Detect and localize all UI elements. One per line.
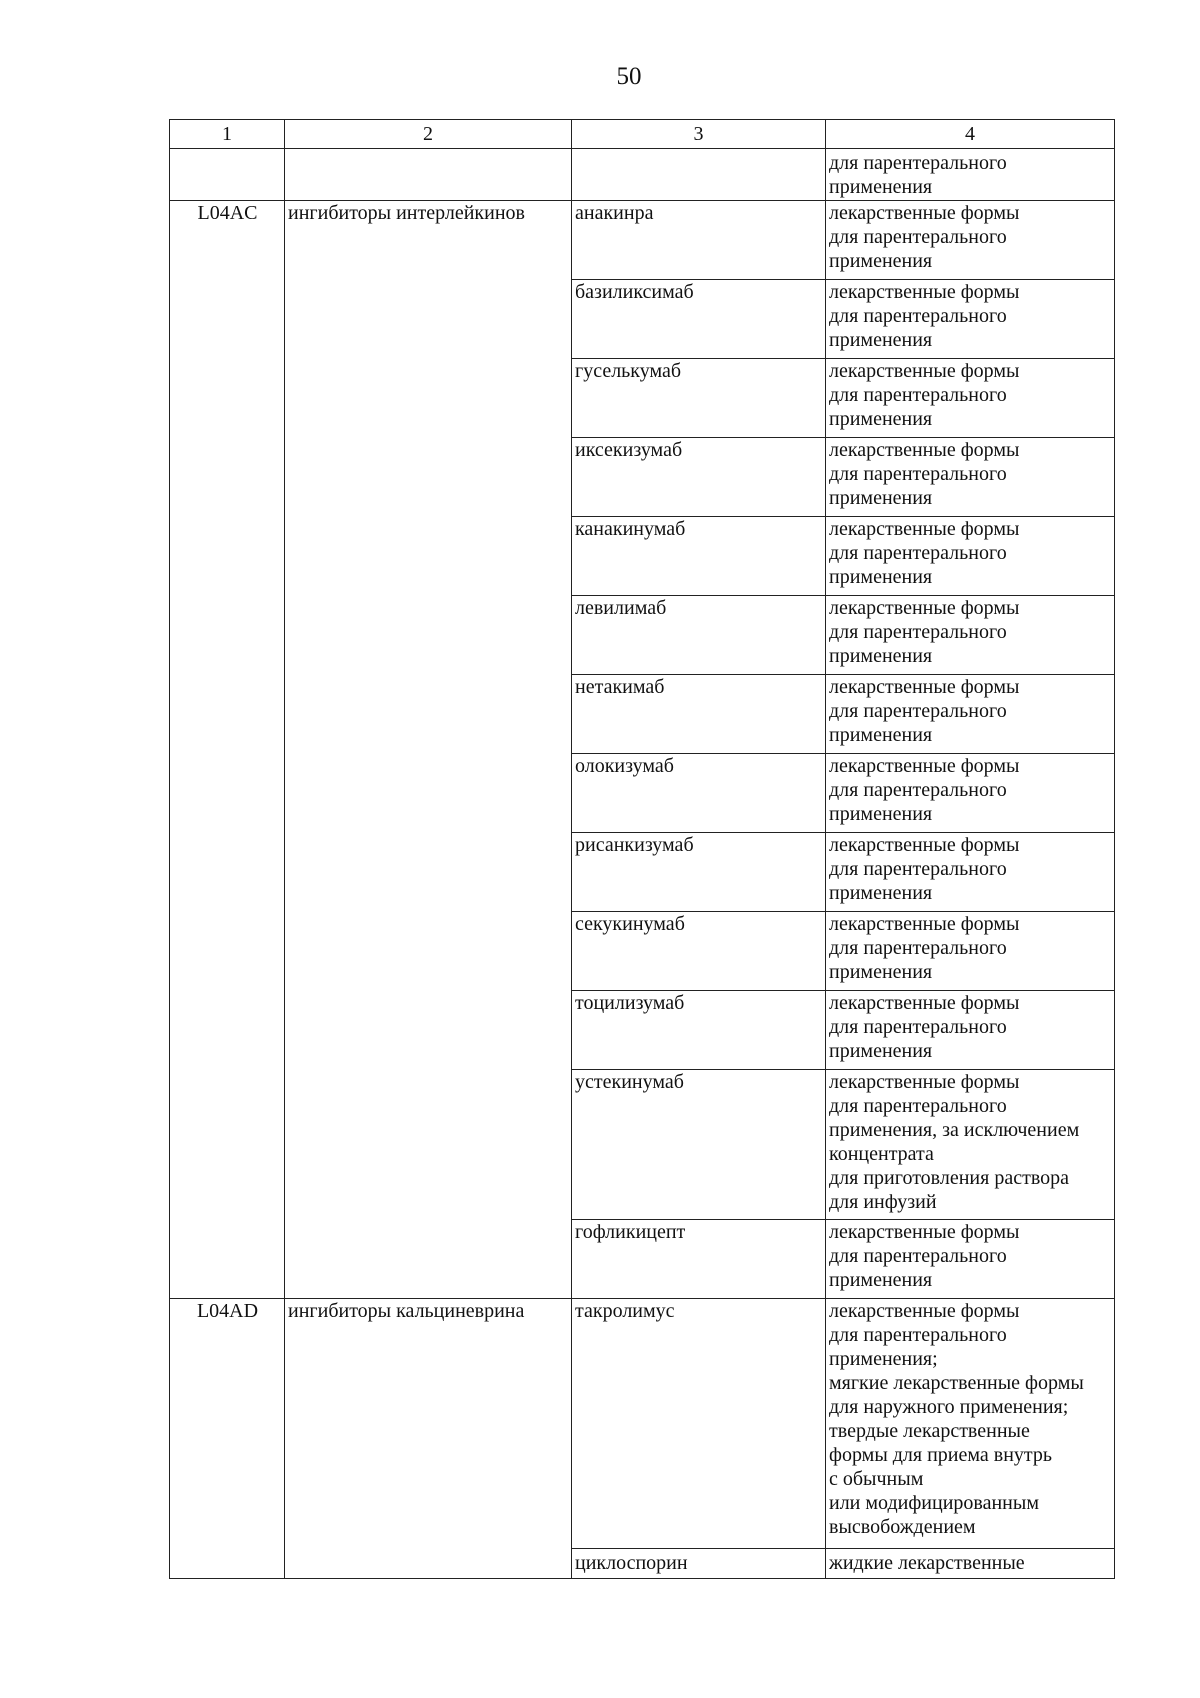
header-row: [170, 120, 1115, 149]
dosage-form-text: лекарственные формы для парентерального применения: [829, 597, 1020, 667]
dosage-form-text: лекарственные формы для парентерального применения, за исключением концентрата для приготовления раствора для инфузий: [829, 1071, 1080, 1213]
dosage-form-cell: [826, 1549, 1115, 1579]
column-header-3: 3: [572, 120, 826, 149]
drug-name-cell: циклоспорин: [572, 1549, 826, 1579]
drug-name-cell: такролимус: [572, 1299, 826, 1549]
dosage-form-text: лекарственные формы для парентерального применения: [829, 992, 1020, 1062]
dosage-form-cell: [826, 991, 1115, 1070]
drug-name-cell: иксекизумаб: [572, 438, 826, 517]
column-header-2: 2: [285, 120, 572, 149]
drug-name-cell: рисанкизумаб: [572, 833, 826, 912]
dosage-form-text: лекарственные формы для парентерального применения: [829, 913, 1020, 983]
atc-code-cell: L04AC: [170, 201, 285, 1299]
drug-name-cell: анакинра: [572, 201, 826, 280]
drug-name-cell: секукинумаб: [572, 912, 826, 991]
dosage-form-cell: [826, 1299, 1115, 1549]
dosage-form-text: лекарственные формы для парентерального применения: [829, 676, 1020, 746]
dosage-form-cell: [826, 912, 1115, 991]
drug-name-cell: базиликсимаб: [572, 280, 826, 359]
dosage-form-text: лекарственные формы для парентерального применения: [829, 1221, 1020, 1291]
dosage-form-cell: [826, 754, 1115, 833]
drug-name-cell: нетакимаб: [572, 675, 826, 754]
atc-code-cell: L04AD: [170, 1299, 285, 1579]
dosage-form-text: лекарственные формы для парентерального применения; мягкие лекарственные формы для наружного применения; твердые лекарственные формы для приема внутрь с обычным или модифицированным высвобождением: [829, 1300, 1084, 1538]
drug-table: [169, 119, 1115, 1579]
dosage-form-cell: [826, 1220, 1115, 1299]
drug-name-cell: левилимаб: [572, 596, 826, 675]
dosage-form-cell: [826, 596, 1115, 675]
table-row: [170, 201, 1115, 280]
table-row: [170, 1299, 1115, 1549]
drug-name-cell: гуселькумаб: [572, 359, 826, 438]
drug-name-cell: канакинумаб: [572, 517, 826, 596]
dosage-form-text: лекарственные формы для парентерального применения: [829, 202, 1020, 272]
column-header-4: 4: [826, 120, 1115, 149]
dosage-form-text: лекарственные формы для парентерального применения: [829, 281, 1020, 351]
dosage-form-cell: [826, 517, 1115, 596]
dosage-form-cell: [826, 833, 1115, 912]
drug-name-cell: тоцилизумаб: [572, 991, 826, 1070]
empty-cell: [170, 149, 285, 201]
page-number: 50: [616, 63, 642, 90]
dosage-form-cell: [826, 438, 1115, 517]
dosage-form-text: лекарственные формы для парентерального применения: [829, 834, 1020, 904]
dosage-form-text: лекарственные формы для парентерального применения: [829, 360, 1020, 430]
dosage-form-cell: [826, 359, 1115, 438]
empty-cell: [285, 149, 572, 201]
dosage-form-cell: [826, 675, 1115, 754]
dosage-form-cell: [826, 280, 1115, 359]
dosage-form-text: для парентерального применения: [829, 152, 1007, 198]
continuation-row: [170, 149, 1115, 201]
drug-name-cell: гофликицепт: [572, 1220, 826, 1299]
empty-cell: [572, 149, 826, 201]
dosage-form-text: лекарственные формы для парентерального применения: [829, 518, 1020, 588]
dosage-form-cell: [826, 1070, 1115, 1220]
dosage-form-text: лекарственные формы для парентерального применения: [829, 439, 1020, 509]
dosage-form-text: жидкие лекарственные: [829, 1552, 1025, 1574]
column-header-1: 1: [170, 120, 285, 149]
group-name-cell: ингибиторы кальциневрина: [285, 1299, 572, 1579]
dosage-form-cell: [826, 201, 1115, 280]
dosage-form-text: лекарственные формы для парентерального применения: [829, 755, 1020, 825]
dosage-form-cell: [826, 149, 1115, 201]
drug-name-cell: устекинумаб: [572, 1070, 826, 1220]
drug-name-cell: олокизумаб: [572, 754, 826, 833]
group-name-cell: ингибиторы интерлейкинов: [285, 201, 572, 1299]
